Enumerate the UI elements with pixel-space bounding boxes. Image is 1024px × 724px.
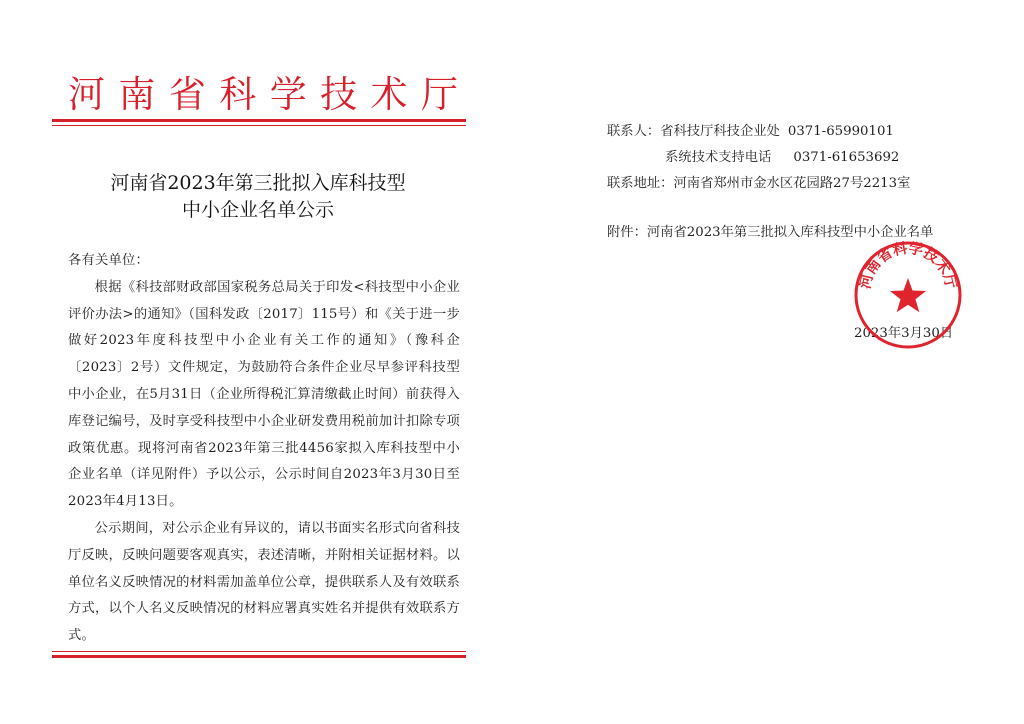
attachment-label: 附件： xyxy=(607,225,647,240)
seal-star-icon xyxy=(890,278,926,312)
agency-char: 南 xyxy=(118,73,156,116)
document-title-line1: 河南省2023年第三批拟入库科技型 xyxy=(110,172,406,194)
contact-address-label: 联系地址： xyxy=(607,176,674,191)
contact-address-row xyxy=(607,172,910,196)
contact-person-dept: 省科技厅科技企业处 xyxy=(660,124,780,139)
letterhead xyxy=(0,0,520,130)
header-rule-thick xyxy=(52,119,466,122)
salutation: 各有关单位： xyxy=(68,253,149,268)
agency-char: 学 xyxy=(269,73,307,116)
seal-text-path: 河南省科学技术厅 xyxy=(857,240,959,291)
contact-block xyxy=(607,120,910,196)
document-title-line2: 中小企业名单公示 xyxy=(181,199,334,221)
agency-char: 省 xyxy=(168,73,206,116)
header-rule-thin xyxy=(52,125,466,126)
agency-char: 技 xyxy=(320,73,358,116)
agency-title xyxy=(68,72,458,118)
agency-char: 河 xyxy=(68,73,105,116)
footer-rule-thick xyxy=(52,655,466,658)
agency-char: 厅 xyxy=(420,73,458,116)
contact-person-label: 联系人： xyxy=(607,124,661,139)
support-phone-value: 0371-61653692 xyxy=(793,150,900,165)
support-phone-label: 系统技术支持电话 xyxy=(665,150,772,165)
footer-rule-thin xyxy=(52,651,466,652)
issue-date: 2023年3月30日 xyxy=(854,326,954,341)
body-paragraph: 根据《科技部财政部国家税务总局关于印发<科技型中小企业评价办法>的通知》（国科发政〔2017〕115号）和《关于进一步做好2023年度科技型中小企业有关工作的通知》（豫科企〔2023〕2号）文件规定，为鼓励符合条件企业尽早参评科技型中小企业，在5月31日（企业所得税汇算清缴截止时间）前获得入库登记编号，及时享受科技型中小企业研发费用税前加计扣除专项政策优惠。现将河南省2023年第三批4456家拟入库科技型中小企业名单（详见附件）予以公示，公示时间自2023年3月30日至2023年4月13日。 xyxy=(68,279,460,510)
contact-address-value: 河南省郑州市金水区花园路27号2213室 xyxy=(673,176,911,191)
document-body xyxy=(68,248,460,650)
agency-char: 科 xyxy=(219,73,257,116)
attachment-title: 河南省2023年第三批拟入库科技型中小企业名单 xyxy=(646,225,934,240)
official-seal xyxy=(853,240,963,350)
contact-person-phone: 0371-65990101 xyxy=(787,124,894,139)
agency-char: 术 xyxy=(370,73,408,116)
document-title xyxy=(88,170,428,224)
contact-person-row xyxy=(607,120,910,144)
support-phone-row xyxy=(607,146,910,170)
body-paragraph: 公示期间，对公示企业有异议的，请以书面实名形式向省科技厅反映，反映问题要客观真实，表述清晰，并附相关证据材料。以单位名义反映情况的材料需加盖单位公章，提供联系人及有效联系方式，以个人名义反映情况的材料应署真实姓名并提供有效联系方式。 xyxy=(68,520,460,644)
